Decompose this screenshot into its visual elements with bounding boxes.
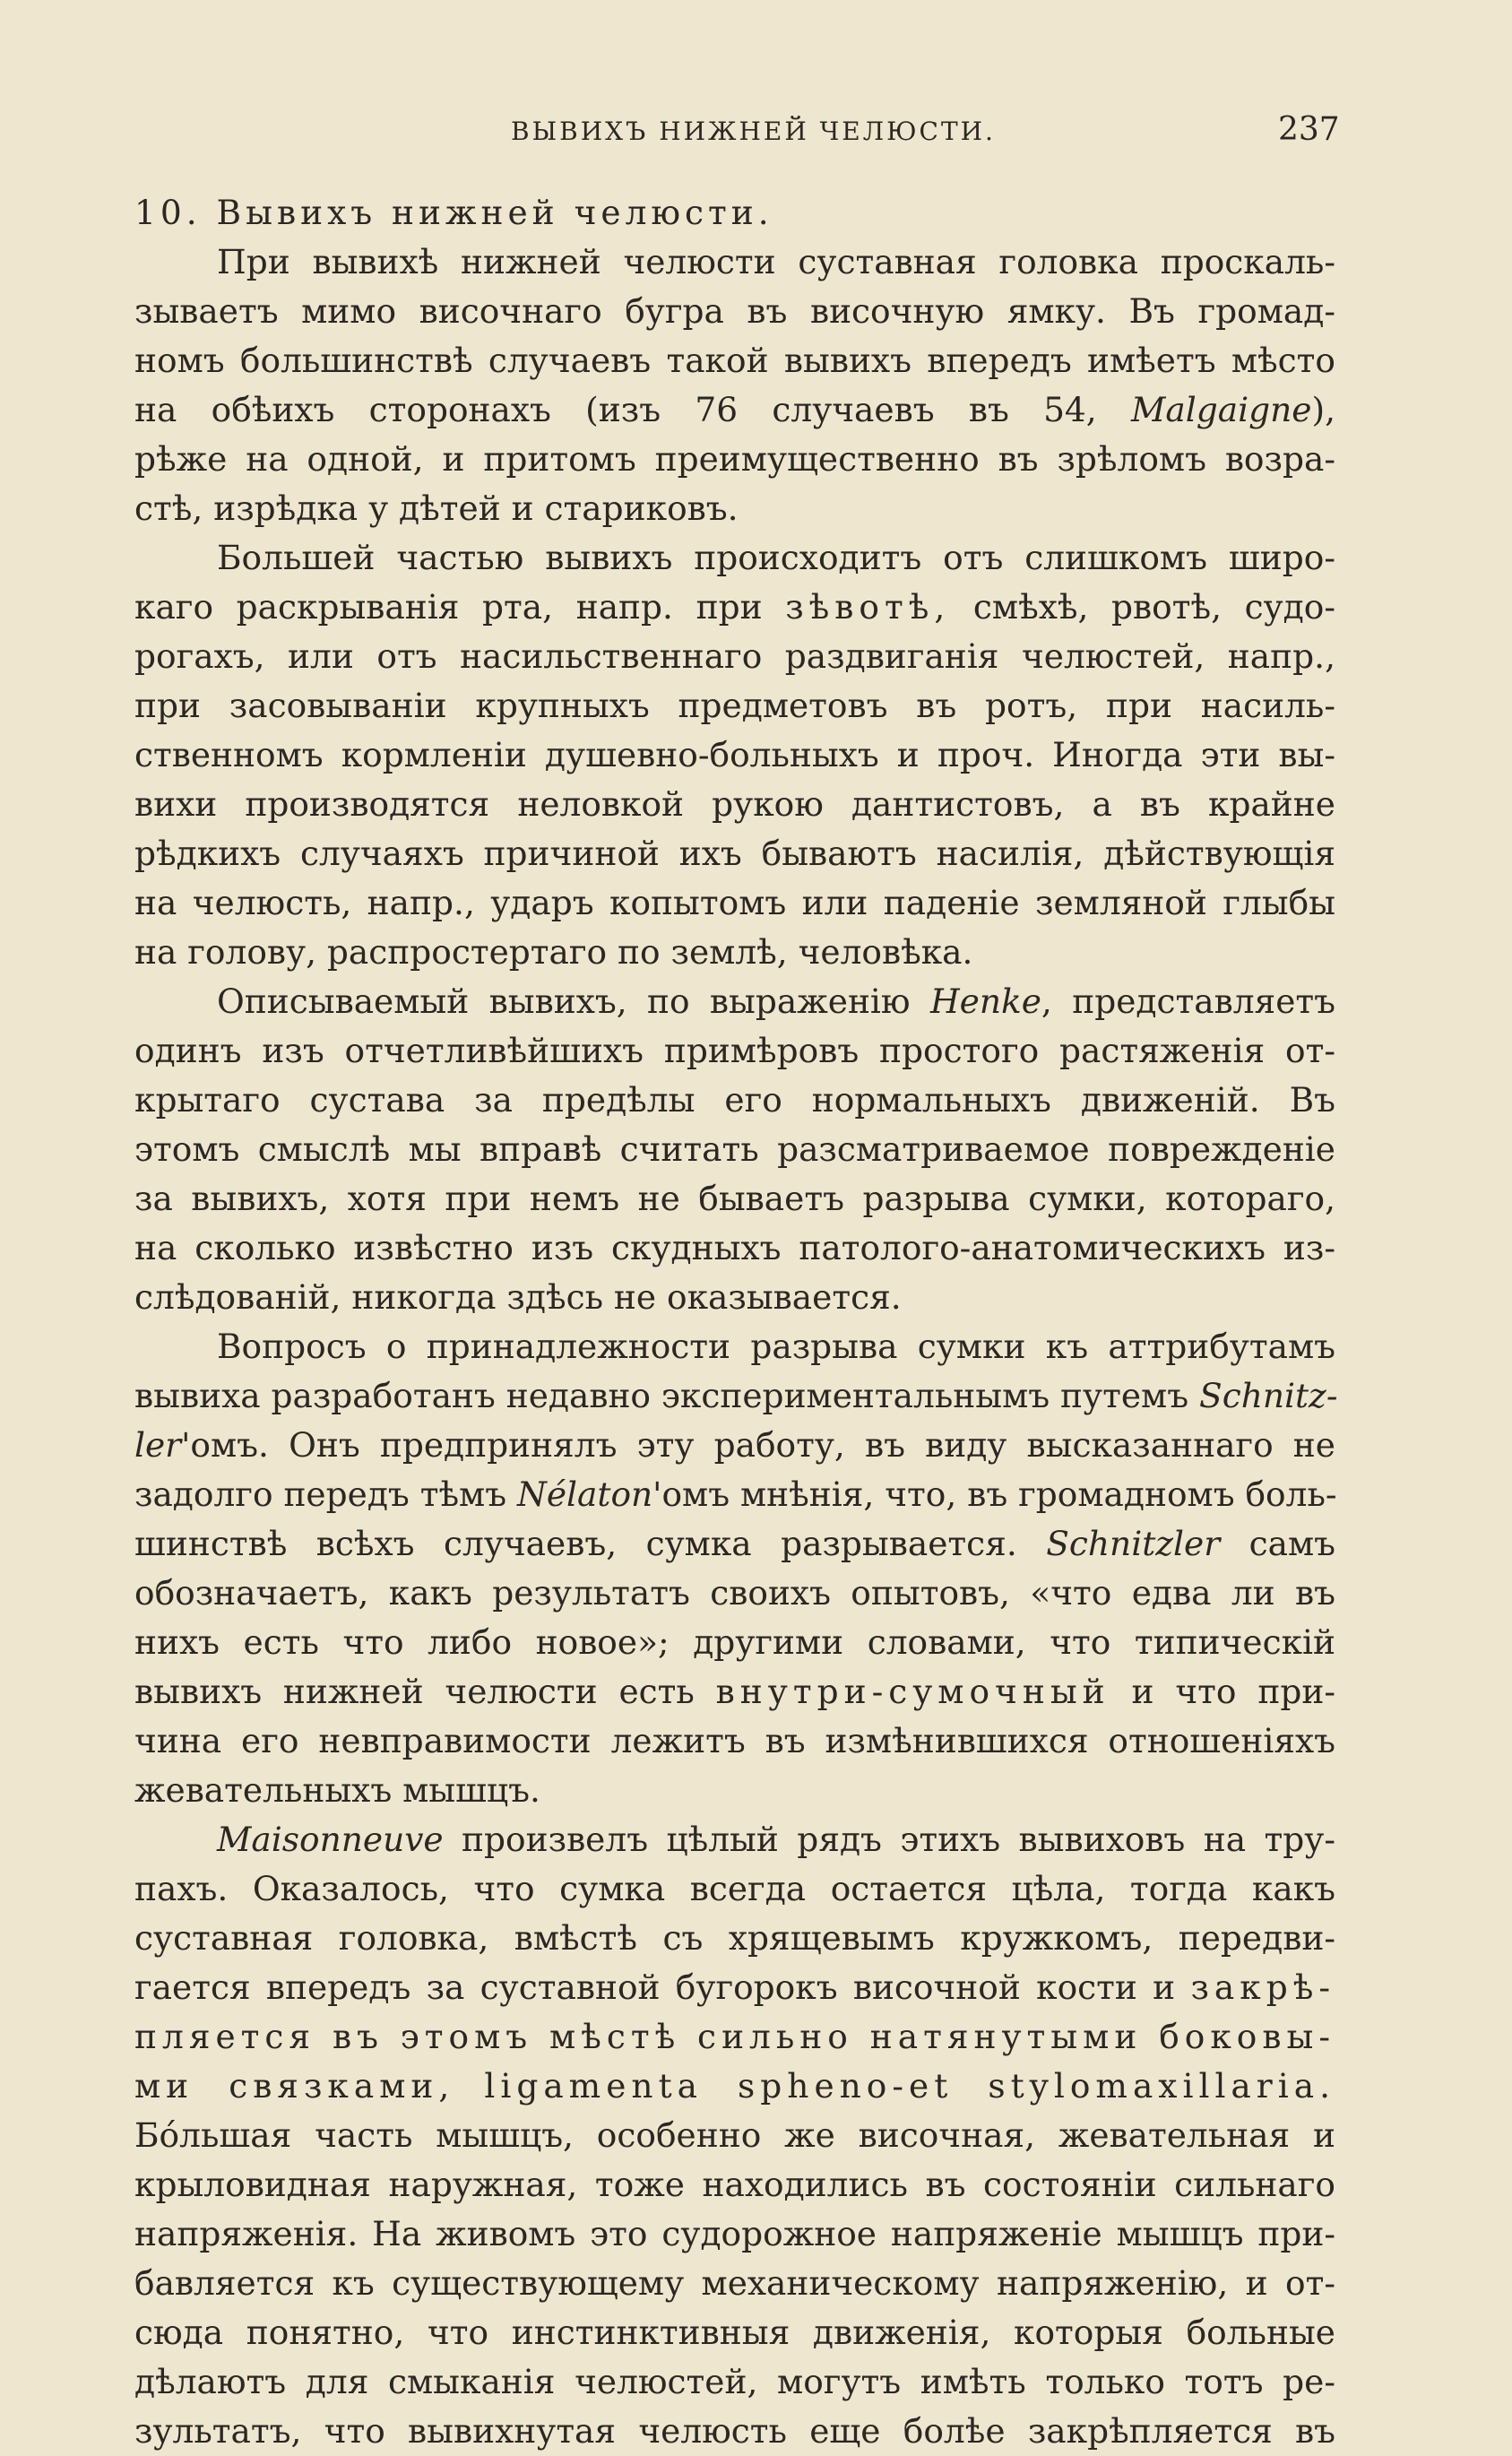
text-line: крытаго сустава за предѣлы его нормальныхъ движеній. Въ bbox=[134, 1080, 1335, 1120]
text-line bbox=[134, 583, 1335, 632]
text-line: бавляется къ существующему механическому напряженію, и от- bbox=[134, 2263, 1335, 2303]
text-line: крыловидная наружная, тоже находились въ состояніи сильнаго bbox=[134, 2165, 1335, 2204]
text-run: самъ bbox=[1248, 1524, 1335, 1563]
text-line bbox=[134, 2062, 1335, 2111]
text-run: шинствѣ всѣхъ случаевъ, сумка разрывается. bbox=[134, 1524, 1017, 1563]
text-line: чина его невправимости лежитъ въ измѣнившихся отношеніяхъ bbox=[134, 1721, 1335, 1760]
page-header bbox=[0, 111, 1512, 152]
text-line bbox=[134, 385, 1335, 435]
text-line: Большей частью вывихъ происходитъ отъ слишкомъ широ- bbox=[217, 538, 1335, 577]
text-line: одинъ изъ отчетливѣйшихъ примѣровъ простого растяженія от- bbox=[134, 1031, 1335, 1070]
text-line: номъ большинствѣ случаевъ такой вывихъ впередъ имѣетъ мѣсто bbox=[134, 341, 1335, 380]
text-run: на обѣихъ сторонахъ (изъ 76 случаевъ въ 54, bbox=[134, 390, 1097, 429]
text-line: рѣдкихъ случаяхъ причиной ихъ бываютъ насилія, дѣйствующія bbox=[134, 834, 1335, 873]
text-line: за вывихъ, хотя при немъ не бываетъ разрыва сумки, котораго, bbox=[134, 1179, 1335, 1218]
text-run: гается впередъ за суставной бугорокъ височной кости и bbox=[134, 1967, 1176, 2007]
text-run: , представляетъ bbox=[1041, 982, 1335, 1021]
text-line: на челюсть, напр., ударъ копытомъ или паденіе земляной глыбы bbox=[134, 883, 1335, 922]
text-line bbox=[134, 977, 1335, 1026]
page-number: 237 bbox=[1278, 111, 1340, 148]
text-line: вихи производятся неловкой рукою дантистовъ, а въ крайне bbox=[134, 784, 1335, 824]
text-line: рѣже на одной, и притомъ преимущественно въ зрѣломъ возра- bbox=[134, 439, 1335, 479]
text-run: 'омъ. Онъ предпринялъ эту работу, въ виду высказаннаго не bbox=[181, 1425, 1335, 1465]
running-title: ВЫВИХЪ НИЖНЕЙ ЧЕЛЮСТИ. bbox=[511, 117, 996, 146]
author-name: Maisonneuve bbox=[217, 1820, 444, 1859]
text-line: напряженія. На живомъ это судорожное напряженіе мышцъ при- bbox=[134, 2214, 1335, 2253]
text-line: При вывихѣ нижней челюсти суставная головка проскаль- bbox=[217, 242, 1335, 281]
text-line: при засовываніи крупныхъ предметовъ въ ротъ, при насиль- bbox=[134, 686, 1335, 725]
text-run: вывихъ нижней челюсти есть bbox=[134, 1672, 695, 1711]
author-name: Henke bbox=[929, 982, 1041, 1021]
author-name: Nélaton bbox=[517, 1474, 653, 1514]
text-line: дѣлаютъ для смыканія челюстей, могутъ имѣть только тотъ ре- bbox=[134, 2362, 1335, 2401]
spaced-word: внутри-сумочный bbox=[715, 1672, 1110, 1711]
text-line bbox=[134, 1371, 1338, 1421]
text-line: на голову, распростертаго по землѣ, человѣка. bbox=[134, 932, 973, 972]
text-run: вывиха разработанъ недавно экспериментальнымъ путемъ bbox=[134, 1376, 1189, 1415]
text-line: зультатъ, что вывихнутая челюсть еще болѣе закрѣпляется въ bbox=[134, 2411, 1335, 2451]
latin-term: ligamenta spheno-et stylomaxillaria. bbox=[484, 2066, 1335, 2106]
spaced-word: ми связками, bbox=[134, 2066, 455, 2106]
text-run: Описываемый вывихъ, по выраженію bbox=[217, 982, 911, 1021]
author-name: Malgaigne bbox=[1131, 390, 1312, 429]
text-line: стѣ, изрѣдка у дѣтей и стариковъ. bbox=[134, 489, 739, 528]
text-line: жевательныхъ мышцъ. bbox=[134, 1770, 540, 1810]
text-run: произвелъ цѣлый рядъ этихъ вывиховъ на тру- bbox=[462, 1820, 1335, 1859]
text-line: обозначаетъ, какъ результатъ своихъ опытовъ, «что едва ли въ bbox=[134, 1573, 1335, 1613]
section-heading: 10. Вывихъ нижней челюсти. bbox=[134, 193, 773, 232]
text-line: этомъ смыслѣ мы вправѣ считать разсматриваемое поврежденіе bbox=[134, 1129, 1335, 1169]
body-text bbox=[134, 188, 1338, 2456]
text-line bbox=[134, 1421, 1335, 1470]
text-line bbox=[134, 1963, 1335, 2012]
text-line: пахъ. Оказалось, что сумка всегда остается цѣла, тогда какъ bbox=[134, 1869, 1335, 1908]
text-line bbox=[134, 1519, 1335, 1569]
text-line: сюда понятно, что инстинктивныя движенія, которыя больные bbox=[134, 2313, 1335, 2352]
text-line: ственномъ кормленіи душевно-больныхъ и проч. Иногда эти вы- bbox=[134, 735, 1335, 774]
text-line: пляется въ этомъ мѣстѣ сильно натянутыми боковы- bbox=[134, 2017, 1335, 2056]
author-name: ler bbox=[134, 1425, 182, 1465]
text-line bbox=[134, 1470, 1335, 1519]
text-run: каго раскрыванія рта, напр. при bbox=[134, 587, 763, 627]
text-run: 'омъ мнѣнія, что, въ громадномъ боль- bbox=[652, 1474, 1337, 1514]
text-run: смѣхѣ, рвотѣ, судо- bbox=[972, 587, 1336, 627]
text-line bbox=[134, 1667, 1335, 1717]
author-name: Schnitz- bbox=[1199, 1376, 1338, 1415]
text-line: зываетъ мимо височнаго бугра въ височную ямку. Въ громад- bbox=[134, 291, 1335, 331]
text-line: Бо́льшая часть мышцъ, особенно же височная, жевательная и bbox=[134, 2115, 1335, 2155]
text-line: рогахъ, или отъ насильственнаго раздвиганія челюстей, напр., bbox=[134, 636, 1335, 676]
text-line: нихъ есть что либо новое»; другими словами, что типическій bbox=[134, 1622, 1335, 1662]
text-line bbox=[134, 1815, 1335, 1864]
text-run: задолго передъ тѣмъ bbox=[134, 1474, 507, 1514]
text-run: и что при- bbox=[1131, 1672, 1335, 1711]
spaced-word: закрѣ- bbox=[1190, 1967, 1335, 2007]
text-line: Вопросъ о принадлежности разрыва сумки къ аттрибутамъ bbox=[217, 1327, 1335, 1366]
text-line: слѣдованій, никогда здѣсь не оказывается. bbox=[134, 1277, 902, 1317]
text-line: суставная головка, вмѣстѣ съ хрящевымъ кружкомъ, передви- bbox=[134, 1918, 1335, 1958]
spaced-word: зѣвотѣ, bbox=[785, 587, 951, 627]
text-line: на сколько извѣстно изъ скудныхъ патолого-анатомическихъ из- bbox=[134, 1228, 1335, 1267]
text-run: ), bbox=[1311, 390, 1336, 429]
author-name: Schnitzler bbox=[1046, 1524, 1221, 1563]
